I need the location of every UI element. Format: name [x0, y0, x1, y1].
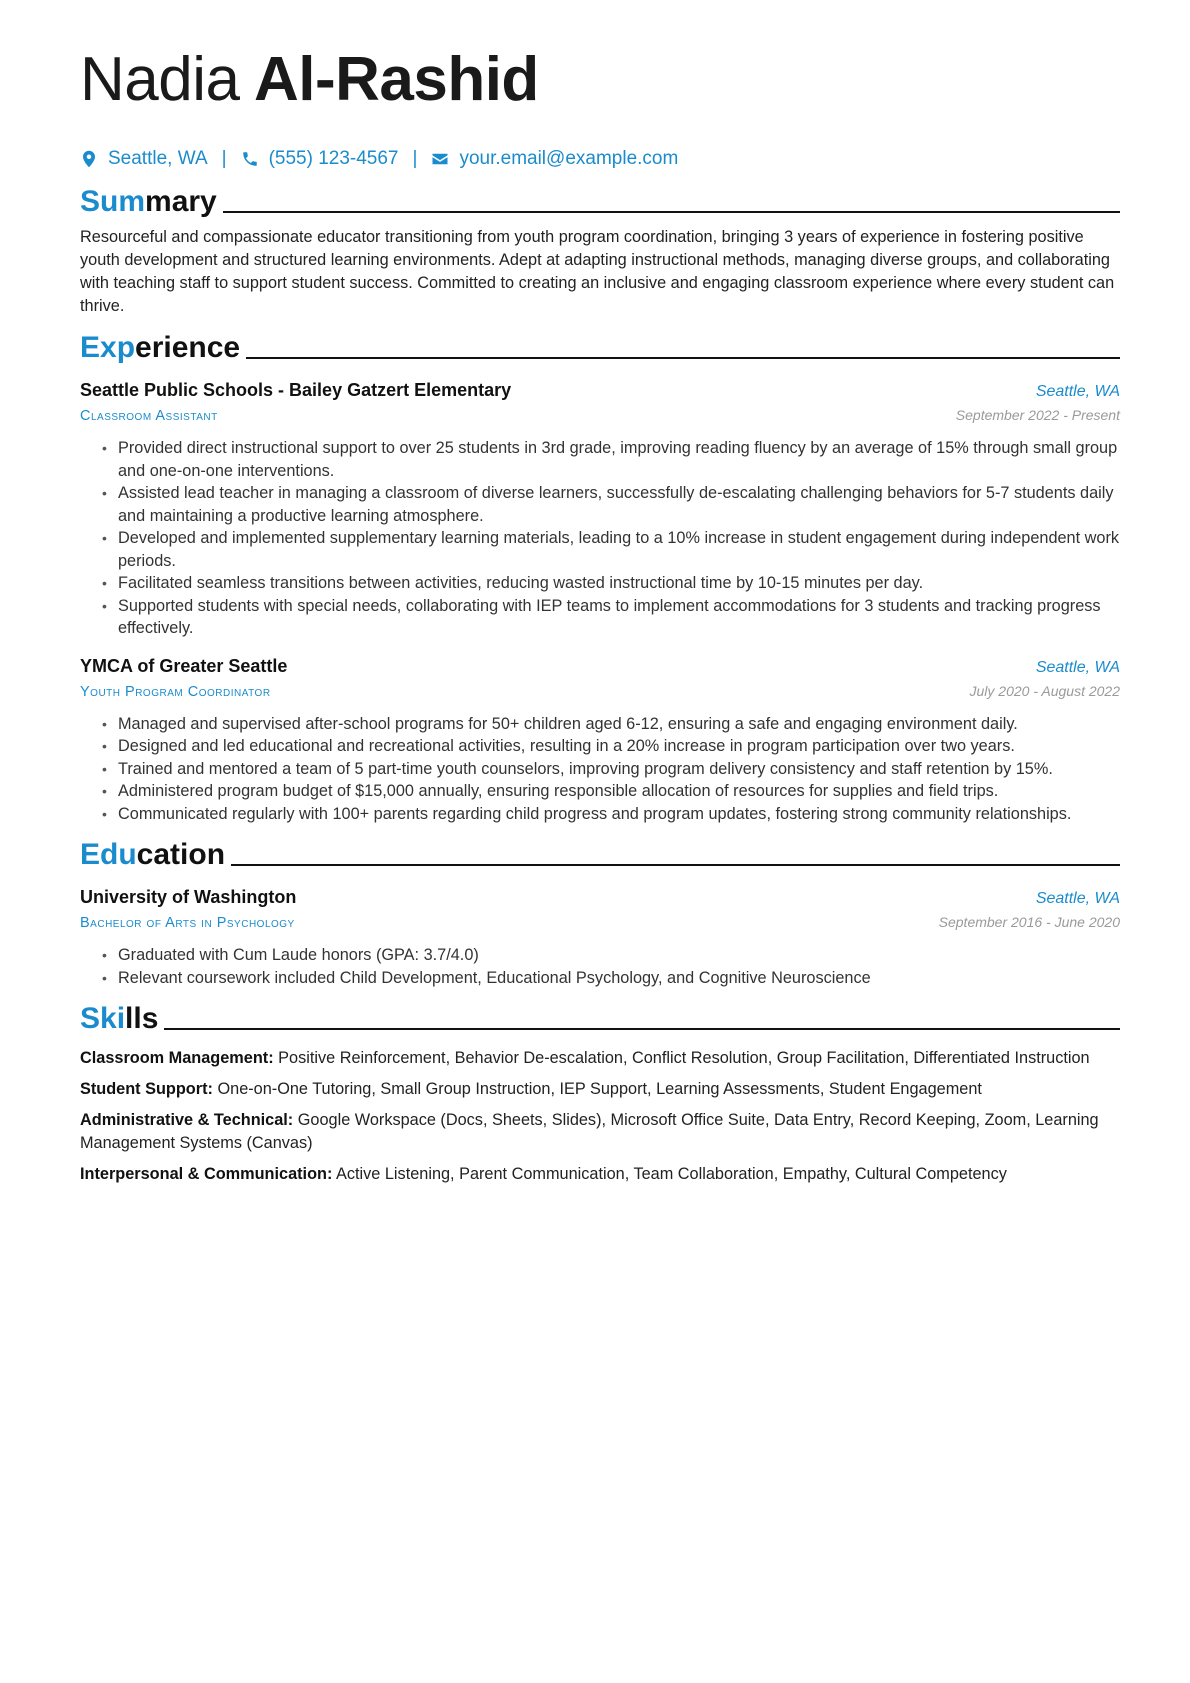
- skills-heading: [80, 999, 1120, 1039]
- skill-items: Positive Reinforcement, Behavior De-escalation, Conflict Resolution, Group Facilitation, Differentiated Instruction: [278, 1049, 1090, 1067]
- skill-line: [80, 1109, 1120, 1155]
- section-rule: [223, 211, 1120, 213]
- list-item: • Relevant coursework included Child Development, Educational Psychology, and Cognitive Neuroscience: [118, 967, 1120, 990]
- entry-location: Seattle, WA: [1035, 658, 1120, 676]
- envelope-icon: [431, 150, 449, 168]
- resume-page: [80, 40, 1120, 1186]
- last-name: Al-Rashid: [253, 45, 539, 114]
- list-item: • Trained and mentored a team of 5 part-time youth counselors, improving program delivery consistency and staff retention by 15%.: [118, 758, 1120, 781]
- contact-location: [80, 148, 208, 170]
- entry-location: Seattle, WA: [1035, 383, 1120, 400]
- contact-phone[interactable]: [241, 148, 399, 170]
- employer-name: Seattle Public Schools - Bailey Gatzert Elementary: [80, 380, 512, 400]
- list-item: • Graduated with Cum Laude honors (GPA: 3.7/4.0): [118, 944, 1120, 967]
- skill-items: Active Listening, Parent Communication, Team Collaboration, Empathy, Cultural Competency: [336, 1165, 1007, 1183]
- first-name: Nadia: [80, 45, 240, 114]
- location-text: Seattle, WA: [108, 148, 208, 169]
- bullet-list: [80, 944, 1120, 989]
- skill-category: Classroom Management:: [80, 1049, 274, 1067]
- skill-items: Google Workspace (Docs, Sheets, Slides), Microsoft Office Suite, Data Entry, Record Keeping, Zoom, Learning Management Systems (Canvas): [80, 1111, 1099, 1152]
- list-item: • Supported students with special needs, collaborating with IEP teams to implement accommodations for 3 students and tracking progress effectively.: [118, 595, 1120, 640]
- list-item: • Designed and led educational and recreational activities, resulting in a 20% increase in program participation over two years.: [118, 735, 1120, 758]
- contact-separator: |: [221, 148, 227, 169]
- list-item: • Assisted lead teacher in managing a classroom of diverse learners, successfully de-escalating challenging behaviors for 5-7 students daily and maintaining a productive learning atmosphere.: [118, 482, 1120, 527]
- list-item: • Communicated regularly with 100+ parents regarding child progress and program updates, fostering strong community relationships.: [118, 803, 1120, 826]
- skill-category: Administrative & Technical:: [80, 1111, 294, 1129]
- skill-category: Interpersonal & Communication:: [80, 1165, 333, 1183]
- job-title: Youth Program Coordinator: [80, 683, 271, 700]
- summary-text: Resourceful and compassionate educator transitioning from youth program coordination, bringing 3 years of experience in fostering positive youth development and structured learning environments. Adept at adapting instructional methods, managing diverse groups, and collaborating with teaching staff to support student success. Committed to creating an inclusive and engaging classroom experience where every student can thrive.: [80, 228, 1115, 315]
- entry-dates: September 2022 - Present: [955, 407, 1120, 423]
- list-item: • Managed and supervised after-school programs for 50+ children aged 6-12, ensuring a safe and engaging environment daily.: [118, 713, 1120, 736]
- map-pin-icon: [80, 150, 98, 168]
- list-item: • Provided direct instructional support to over 25 students in 3rd grade, improving reading fluency by an average of 15% through small group and one-on-one interventions.: [118, 437, 1120, 482]
- degree-title: Bachelor of Arts in Psychology: [80, 915, 295, 931]
- entry-dates: September 2016 - June 2020: [938, 914, 1120, 930]
- list-item: • Facilitated seamless transitions between activities, reducing wasted instructional time by 10-15 minutes per day.: [118, 572, 1120, 595]
- employer-name: YMCA of Greater Seattle: [80, 655, 288, 676]
- skill-line: [80, 1047, 1120, 1070]
- education-heading: [80, 835, 1120, 875]
- section-title: Experience: [80, 331, 241, 364]
- section-rule: [164, 1028, 1120, 1030]
- experience-entry: [80, 378, 1120, 640]
- education-entry: [80, 885, 1120, 989]
- skill-line: [80, 1163, 1120, 1186]
- entry-location: Seattle, WA: [1035, 890, 1120, 907]
- phone-icon: [241, 150, 259, 168]
- section-title: Education: [80, 838, 226, 871]
- experience-entry: [80, 654, 1120, 826]
- job-title: Classroom Assistant: [80, 408, 218, 424]
- school-name: University of Washington: [80, 887, 297, 907]
- experience-heading: [80, 328, 1120, 368]
- section-rule: [231, 864, 1120, 866]
- contact-separator: |: [412, 148, 418, 169]
- contact-bar: [80, 146, 1120, 172]
- skill-category: Student Support:: [80, 1080, 213, 1098]
- email-link[interactable]: your.email@example.com: [459, 148, 679, 169]
- entry-dates: July 2020 - August 2022: [969, 682, 1120, 699]
- skill-line: [80, 1078, 1120, 1101]
- list-item: • Administered program budget of $15,000 annually, ensuring responsible allocation of resources for supplies and field trips.: [118, 780, 1120, 803]
- phone-text: (555) 123-4567: [268, 148, 399, 169]
- section-title: Skills: [80, 1002, 159, 1035]
- section-title: Summary: [80, 185, 217, 218]
- section-rule: [246, 357, 1120, 359]
- bullet-list: [80, 713, 1120, 826]
- summary-heading: [80, 182, 1120, 222]
- bullet-list: [80, 437, 1120, 640]
- contact-email[interactable]: [431, 148, 678, 170]
- candidate-name: [80, 40, 1120, 120]
- list-item: • Developed and implemented supplementary learning materials, leading to a 10% increase in student engagement during independent work periods.: [118, 527, 1120, 572]
- skill-items: One-on-One Tutoring, Small Group Instruction, IEP Support, Learning Assessments, Student Engagement: [217, 1080, 982, 1098]
